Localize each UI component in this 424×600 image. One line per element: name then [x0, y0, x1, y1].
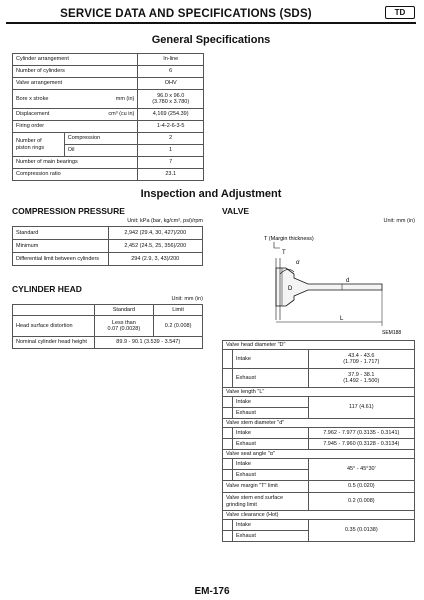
valve-unit: Unit: mm (in)	[383, 218, 415, 224]
margin-leader	[274, 242, 280, 248]
spec-label: Number of cylinders	[13, 66, 138, 78]
header-rule	[6, 22, 416, 24]
spec-value: In-line	[138, 54, 204, 66]
valve-diagram	[222, 228, 415, 338]
spec-value: 96.0 x 96.0	[157, 92, 185, 99]
spec-value: 0.35 (0.0138)	[308, 520, 414, 542]
alpha-label: α	[296, 260, 300, 266]
spec-sublabel: Exhaust	[232, 369, 308, 388]
table-row	[223, 397, 415, 408]
spec-label: Valve stem end surface	[226, 495, 284, 501]
table-row	[223, 388, 415, 397]
spec-value: 6	[138, 66, 204, 78]
spec-sublabel: Intake	[232, 520, 308, 531]
spec-label: grinding limit	[226, 501, 257, 508]
head-d-label: D	[288, 286, 293, 292]
table-row	[13, 54, 204, 66]
spec-sublabel: Oil	[64, 145, 138, 157]
inspection-title: Inspection and Adjustment	[140, 188, 282, 200]
spec-value: 1-4-2-6-3-5	[138, 121, 204, 133]
spec-label: Firing order	[13, 121, 138, 133]
table-row	[223, 493, 415, 511]
table-row	[13, 337, 203, 349]
spec-value-imperial: (1.492 - 1.500)	[343, 378, 380, 384]
valve-title: VALVE	[222, 206, 250, 216]
spec-label: Compression ratio	[13, 169, 138, 181]
spec-sublabel: Exhaust	[232, 470, 308, 481]
spec-limit: 0.2 (0.008)	[154, 316, 203, 337]
spec-group-label: Valve length "L"	[223, 388, 415, 397]
spec-value: 2	[138, 133, 204, 145]
spec-value: 89.9 - 90.1 (3.539 - 3.547)	[94, 337, 203, 349]
spec-label: Number of	[16, 138, 42, 144]
table-row	[13, 316, 203, 337]
table-row	[13, 133, 204, 145]
spec-value: 117 (4.61)	[308, 397, 414, 419]
spec-sublabel: Exhaust	[232, 531, 308, 542]
column-header-standard: Standard	[94, 305, 154, 316]
table-row	[223, 481, 415, 493]
spec-value: 7.962 - 7.977 (0.3135 - 0.3141)	[308, 428, 414, 439]
spec-unit: mm (in)	[115, 95, 135, 102]
spec-value: Less than	[111, 319, 136, 326]
spec-value: 7.945 - 7.960 (0.3128 - 0.3134)	[308, 439, 414, 450]
t-label: T	[282, 250, 286, 256]
spec-group-label: Valve head diameter "D"	[223, 341, 415, 350]
spec-label: Displacement	[16, 111, 50, 118]
general-specs-table	[12, 53, 204, 181]
cylinder-head-table	[12, 304, 203, 349]
table-row	[13, 169, 204, 181]
spec-label: Valve arrangement	[13, 78, 138, 90]
spec-sublabel: Intake	[232, 397, 308, 408]
length-l-label: L	[340, 316, 344, 322]
table-row	[223, 341, 415, 350]
spec-sublabel: Exhaust	[232, 408, 308, 419]
spec-value: 0.5 (0.020)	[308, 481, 414, 493]
page-number: EM-176	[194, 586, 230, 597]
table-row	[13, 157, 204, 169]
spec-value: 4,169 (254.39)	[138, 109, 204, 121]
table-row	[13, 121, 204, 133]
table-row	[223, 450, 415, 459]
spec-value: 23.1	[138, 169, 204, 181]
spec-group-label: Valve seat angle "α"	[223, 450, 415, 459]
table-row	[13, 90, 204, 109]
spec-value: 0.07 (0.0028)	[107, 326, 141, 332]
compression-table	[12, 226, 203, 266]
table-row	[13, 109, 204, 121]
page-header-title: SERVICE DATA AND SPECIFICATIONS (SDS)	[60, 8, 312, 20]
table-row	[13, 78, 204, 90]
column-header-limit: Limit	[154, 305, 203, 316]
table-row	[223, 428, 415, 439]
valve-table	[222, 340, 415, 542]
spec-label: Nominal cylinder head height	[13, 337, 95, 349]
table-row	[13, 240, 203, 253]
spec-value: 7	[138, 157, 204, 169]
spec-sublabel: Compression	[64, 133, 138, 145]
spec-value-imperial: (1.709 - 1.717)	[343, 359, 380, 365]
spec-label: Number of main bearings	[13, 157, 138, 169]
table-header-row	[13, 305, 203, 316]
spec-value: OHV	[138, 78, 204, 90]
spec-label: Head surface distortion	[13, 316, 95, 337]
spec-label: Standard	[13, 227, 109, 240]
spec-sublabel: Exhaust	[232, 439, 308, 450]
table-row	[223, 419, 415, 428]
spec-label: Bore x stroke	[16, 95, 49, 102]
spec-value: 45° - 45°30'	[308, 459, 414, 481]
table-row	[13, 253, 203, 266]
spec-label: Valve margin "T" limit	[223, 481, 309, 493]
spec-group-label: Valve clearance (Hot)	[223, 511, 415, 520]
compression-title: COMPRESSION PRESSURE	[12, 206, 125, 216]
general-specs-title: General Specifications	[151, 34, 271, 46]
spec-value: 43.4 - 43.6	[348, 352, 375, 359]
table-row	[13, 66, 204, 78]
spec-label: Minimum	[13, 240, 109, 253]
spec-unit: cm³ (cu in)	[108, 111, 135, 118]
section-tag: TD	[385, 6, 415, 19]
spec-label: piston rings	[16, 144, 45, 151]
table-row	[13, 227, 203, 240]
table-row	[223, 511, 415, 520]
margin-thickness-label: T (Margin thickness)	[264, 236, 314, 242]
spec-group-label: Valve stem diameter "d"	[223, 419, 415, 428]
cylinder-head-title: CYLINDER HEAD	[12, 284, 82, 294]
stem-d-label: d	[346, 278, 350, 284]
spec-value: 2,452 (24.5, 25, 356)/200	[108, 240, 203, 253]
spec-value: 294 (2.9, 3, 43)/200	[108, 253, 203, 266]
table-row	[223, 350, 415, 369]
spec-sublabel: Intake	[232, 350, 308, 369]
table-row	[223, 369, 415, 388]
spec-value: 37.9 - 38.1	[348, 371, 375, 378]
spec-label: Differential limit between cylinders	[13, 253, 109, 266]
compression-unit: Unit: kPa (bar, kg/cm², psi)/rpm	[127, 218, 203, 224]
cylinder-head-unit: Unit: mm (in)	[171, 296, 203, 302]
spec-value: 2,942 (29.4, 30, 427)/200	[108, 227, 203, 240]
spec-value: 0.2 (0.008)	[308, 493, 414, 511]
figure-code: SEM188	[382, 330, 402, 336]
table-row	[223, 459, 415, 470]
spec-sublabel: Intake	[232, 428, 308, 439]
spec-label: Cylinder arrangement	[13, 54, 138, 66]
spec-value: 1	[138, 145, 204, 157]
table-row	[223, 439, 415, 450]
spec-sublabel: Intake	[232, 459, 308, 470]
table-row	[223, 520, 415, 531]
spec-value-imperial: (3.780 x 3.780)	[152, 99, 190, 105]
